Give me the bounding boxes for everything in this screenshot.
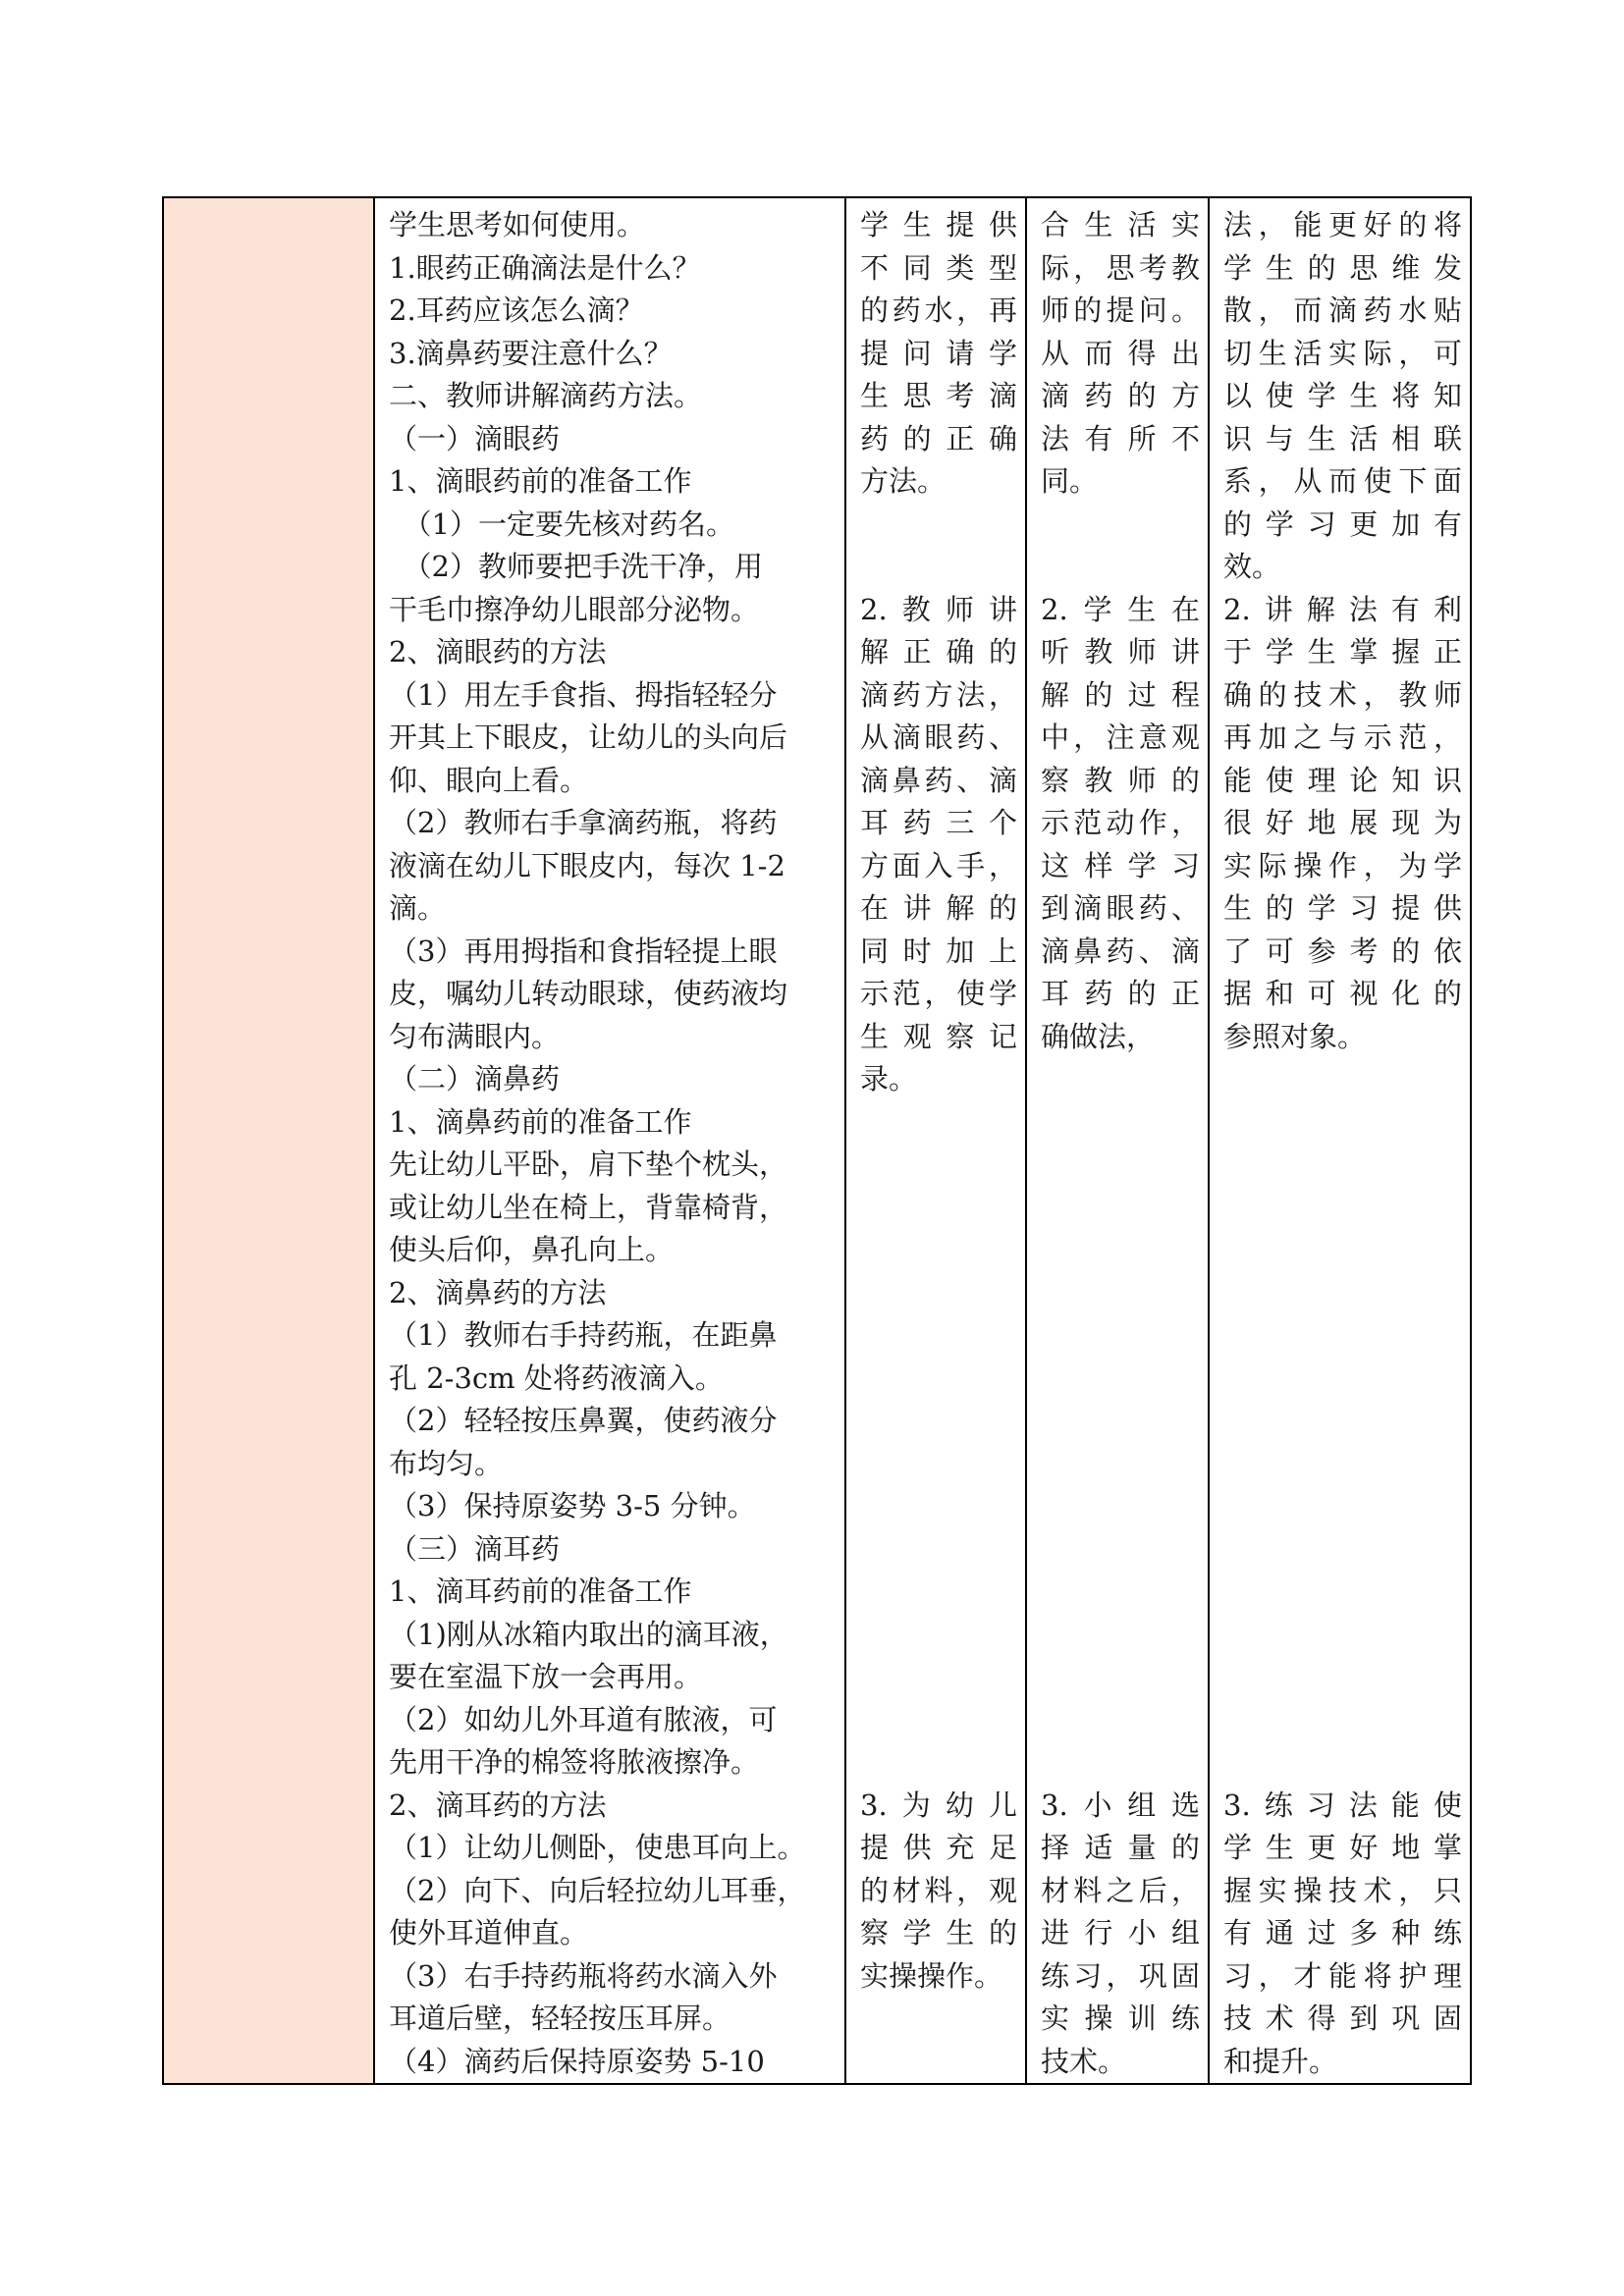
text-line: 3.为幼儿 — [860, 1788, 1017, 1822]
text-line: 以使学生将知 — [1223, 379, 1462, 412]
text-line: 的材料，观 — [860, 1873, 1017, 1907]
teacher-activity-part-3 — [860, 1785, 1017, 1999]
text-line: 耳药三个 — [860, 806, 1017, 839]
text-line: 际，思考教 — [1041, 250, 1200, 285]
text-line: （2）教师要把手洗干净，用 — [389, 550, 763, 583]
text-line: 在讲解的 — [860, 891, 1017, 925]
student-activity-cell — [1026, 197, 1209, 2084]
process-content — [375, 198, 844, 2083]
text-line: 合生活实 — [1041, 208, 1200, 241]
text-line: 孔 2-3cm 处将药液滴入。 — [389, 1361, 724, 1395]
text-line: 确的技术，教师 — [1223, 677, 1462, 712]
text-line: （二）滴鼻药 — [389, 1062, 561, 1095]
side-label-cell — [163, 197, 374, 2084]
text-line: 材料之后， — [1041, 1873, 1200, 1907]
text-line: （2）教师右手拿滴药瓶，将药 — [389, 806, 778, 839]
text-line: 了可参考的依 — [1223, 934, 1462, 968]
design-intent-cell — [1209, 197, 1471, 2084]
text-line: 2.讲解法有利 — [1223, 592, 1462, 626]
text-line: 的药水，再 — [860, 294, 1017, 327]
text-line: （一）滴眼药 — [389, 421, 561, 455]
text-line: 解正确的 — [860, 635, 1017, 668]
text-line: 中，注意观 — [1041, 721, 1200, 754]
text-line: 2.学生在 — [1041, 592, 1200, 626]
text-line: 先用干净的棉签将脓液擦净。 — [389, 1745, 760, 1779]
text-line: 能使理论知识 — [1223, 763, 1462, 797]
text-line: 听教师讲 — [1041, 635, 1200, 668]
text-line: 滴药的方 — [1041, 379, 1200, 412]
text-line: （2）如幼儿外耳道有脓液，可 — [389, 1702, 778, 1736]
teacher-activity-part-1 — [860, 204, 1017, 504]
design-intent-part-1 — [1223, 204, 1462, 589]
text-line: （1）让幼儿侧卧，使患耳向上。 — [389, 1831, 806, 1864]
text-line: 握实操技术，只 — [1223, 1873, 1462, 1907]
text-line: 技术。 — [1041, 2044, 1127, 2078]
text-line: 示范动作， — [1041, 806, 1200, 839]
text-line: 据和可视化的 — [1223, 977, 1462, 1010]
design-intent-part-2 — [1223, 589, 1462, 1059]
text-line: 有通过多种练 — [1223, 1916, 1462, 1949]
text-line: （4）滴药后保持原姿势 5-10 — [389, 2044, 765, 2078]
text-line: 干毛巾擦净幼儿眼部分泌物。 — [389, 592, 760, 626]
text-line: （3）保持原姿势 3-5 分钟。 — [389, 1489, 756, 1522]
text-line: 同时加上 — [860, 934, 1017, 968]
text-line: 布均匀。 — [389, 1446, 504, 1480]
text-line: 方面入手， — [860, 848, 1017, 882]
text-line: 技术得到巩固 — [1223, 2002, 1462, 2035]
table-row — [163, 197, 1471, 2084]
text-line: （2）轻轻按压鼻翼，使药液分 — [389, 1404, 778, 1437]
text-line: 不同类型 — [860, 250, 1017, 285]
text-line: 2.耳药应该怎么滴？ — [389, 294, 644, 327]
text-line: （三）滴耳药 — [389, 1531, 561, 1566]
text-line: 再加之与示范， — [1223, 721, 1462, 754]
text-line: 学生提供 — [860, 208, 1017, 241]
text-line: 或让幼儿坐在椅上，背靠椅背， — [389, 1190, 788, 1224]
text-line: 察学生的 — [860, 1916, 1017, 1949]
text-line: 效。 — [1223, 550, 1281, 583]
lesson-plan-table — [162, 196, 1472, 2085]
text-line: 生观察记 — [860, 1019, 1017, 1053]
text-line: 1、滴耳药前的准备工作 — [389, 1575, 692, 1608]
text-line: 法，能更好的将 — [1223, 208, 1462, 241]
text-line: 二、教师讲解滴药方法。 — [389, 379, 703, 412]
text-line: 要在室温下放一会再用。 — [389, 1660, 703, 1693]
text-line: 开其上下眼皮，让幼儿的头向后 — [389, 721, 788, 754]
text-line: （3）右手持药瓶将药水滴入外 — [389, 1958, 778, 1993]
text-line: （3）再用拇指和食指轻提上眼 — [389, 934, 778, 968]
text-line: 2、滴耳药的方法 — [389, 1788, 607, 1822]
text-line: 3.小组选 — [1041, 1788, 1200, 1822]
text-line: （1）教师右手持药瓶，在距鼻 — [389, 1318, 778, 1352]
text-line: 的学习更加有 — [1223, 507, 1462, 541]
text-line: 到滴眼药、 — [1041, 891, 1200, 925]
text-line: 生的学习提供 — [1223, 891, 1462, 925]
text-line: 方法。 — [860, 464, 947, 498]
text-line: 于学生掌握正 — [1223, 635, 1462, 668]
text-line: 法有所不 — [1041, 421, 1200, 455]
text-line: 切生活实际，可 — [1223, 336, 1462, 370]
text-line: 实操操作。 — [860, 1958, 1003, 1993]
text-line: 2、滴鼻药的方法 — [389, 1275, 607, 1309]
teacher-activity-part-2 — [860, 589, 1017, 1101]
text-line: 这样学习 — [1041, 848, 1200, 882]
text-line: 提问请学 — [860, 336, 1017, 370]
text-line: 学生更好地掌 — [1223, 1831, 1462, 1864]
text-line: 耳药的正 — [1041, 977, 1200, 1010]
text-line: 录。 — [860, 1062, 918, 1095]
text-line: （2）向下、向后轻拉幼儿耳垂， — [389, 1873, 806, 1907]
text-line: 滴鼻药、滴 — [1041, 934, 1200, 968]
text-line: 液滴在幼儿下眼皮内，每次 1-2 — [389, 848, 785, 882]
text-line: 很好地展现为 — [1223, 806, 1462, 839]
student-activity-part-2 — [1041, 589, 1200, 1059]
text-line: 滴。 — [389, 891, 447, 925]
text-line: 2.教师讲 — [860, 592, 1017, 626]
text-line: （1)刚从冰箱内取出的滴耳液， — [389, 1617, 788, 1651]
text-line: 参照对象。 — [1223, 1019, 1367, 1053]
text-line: 滴鼻药、滴 — [860, 763, 1017, 797]
text-line: 使外耳道伸直。 — [389, 1916, 589, 1949]
text-line: 匀布满眼内。 — [389, 1019, 561, 1053]
text-line: 和提升。 — [1223, 2044, 1338, 2078]
text-line: 1、滴鼻药前的准备工作 — [389, 1104, 692, 1139]
text-line: 皮，嘱幼儿转动眼球，使药液均 — [389, 977, 788, 1010]
text-line: 学生思考如何使用。 — [389, 208, 646, 241]
text-line: 提供充足 — [860, 1831, 1017, 1864]
text-line: 药的正确 — [860, 421, 1017, 455]
text-line: 1.眼药正确滴法是什么？ — [389, 250, 701, 285]
text-line: 择适量的 — [1041, 1831, 1200, 1864]
design-intent-part-3 — [1223, 1785, 1462, 2084]
text-line: 实操训练 — [1041, 2002, 1200, 2035]
text-line: 师的提问。 — [1041, 294, 1200, 327]
text-line: 1、滴眼药前的准备工作 — [389, 464, 692, 498]
text-line: 解的过程 — [1041, 677, 1200, 712]
text-line: 学生的思维发 — [1223, 250, 1462, 285]
text-line: 3.滴鼻药要注意什么？ — [389, 336, 673, 370]
text-line: 练习，巩固 — [1041, 1958, 1200, 1993]
teacher-activity-cell — [845, 197, 1026, 2084]
text-line: 从滴眼药、 — [860, 721, 1017, 754]
text-line: 耳道后壁，轻轻按压耳屏。 — [389, 2002, 731, 2035]
text-line: 识与生活相联 — [1223, 421, 1462, 455]
text-line: （1）用左手食指、拇指轻轻分 — [389, 677, 778, 712]
student-activity-part-1 — [1041, 204, 1200, 504]
text-line: 进行小组 — [1041, 1916, 1200, 1949]
text-line: 实际操作，为学 — [1223, 848, 1462, 882]
process-content-cell — [374, 197, 845, 2084]
text-line: 系，从而使下面 — [1223, 464, 1462, 498]
text-line: （1）一定要先核对药名。 — [389, 507, 734, 541]
text-line: 察教师的 — [1041, 763, 1200, 797]
text-line: 散，而滴药水贴 — [1223, 294, 1462, 327]
student-activity-part-3 — [1041, 1785, 1200, 2084]
text-line: 3.练习法能使 — [1223, 1788, 1462, 1822]
text-line: 生思考滴 — [860, 379, 1017, 412]
text-line: 从而得出 — [1041, 336, 1200, 370]
text-line: 先让幼儿平卧，肩下垫个枕头， — [389, 1148, 788, 1181]
text-line: 同。 — [1041, 464, 1099, 498]
text-line: 确做法， — [1041, 1019, 1156, 1053]
text-line: 滴药方法， — [860, 677, 1017, 712]
text-line: 示范，使学 — [860, 977, 1017, 1010]
text-line: 2、滴眼药的方法 — [389, 635, 607, 668]
text-line: 使头后仰，鼻孔向上。 — [389, 1233, 675, 1266]
text-line: 仰、眼向上看。 — [389, 763, 589, 797]
text-line: 习，才能将护理 — [1223, 1958, 1462, 1993]
